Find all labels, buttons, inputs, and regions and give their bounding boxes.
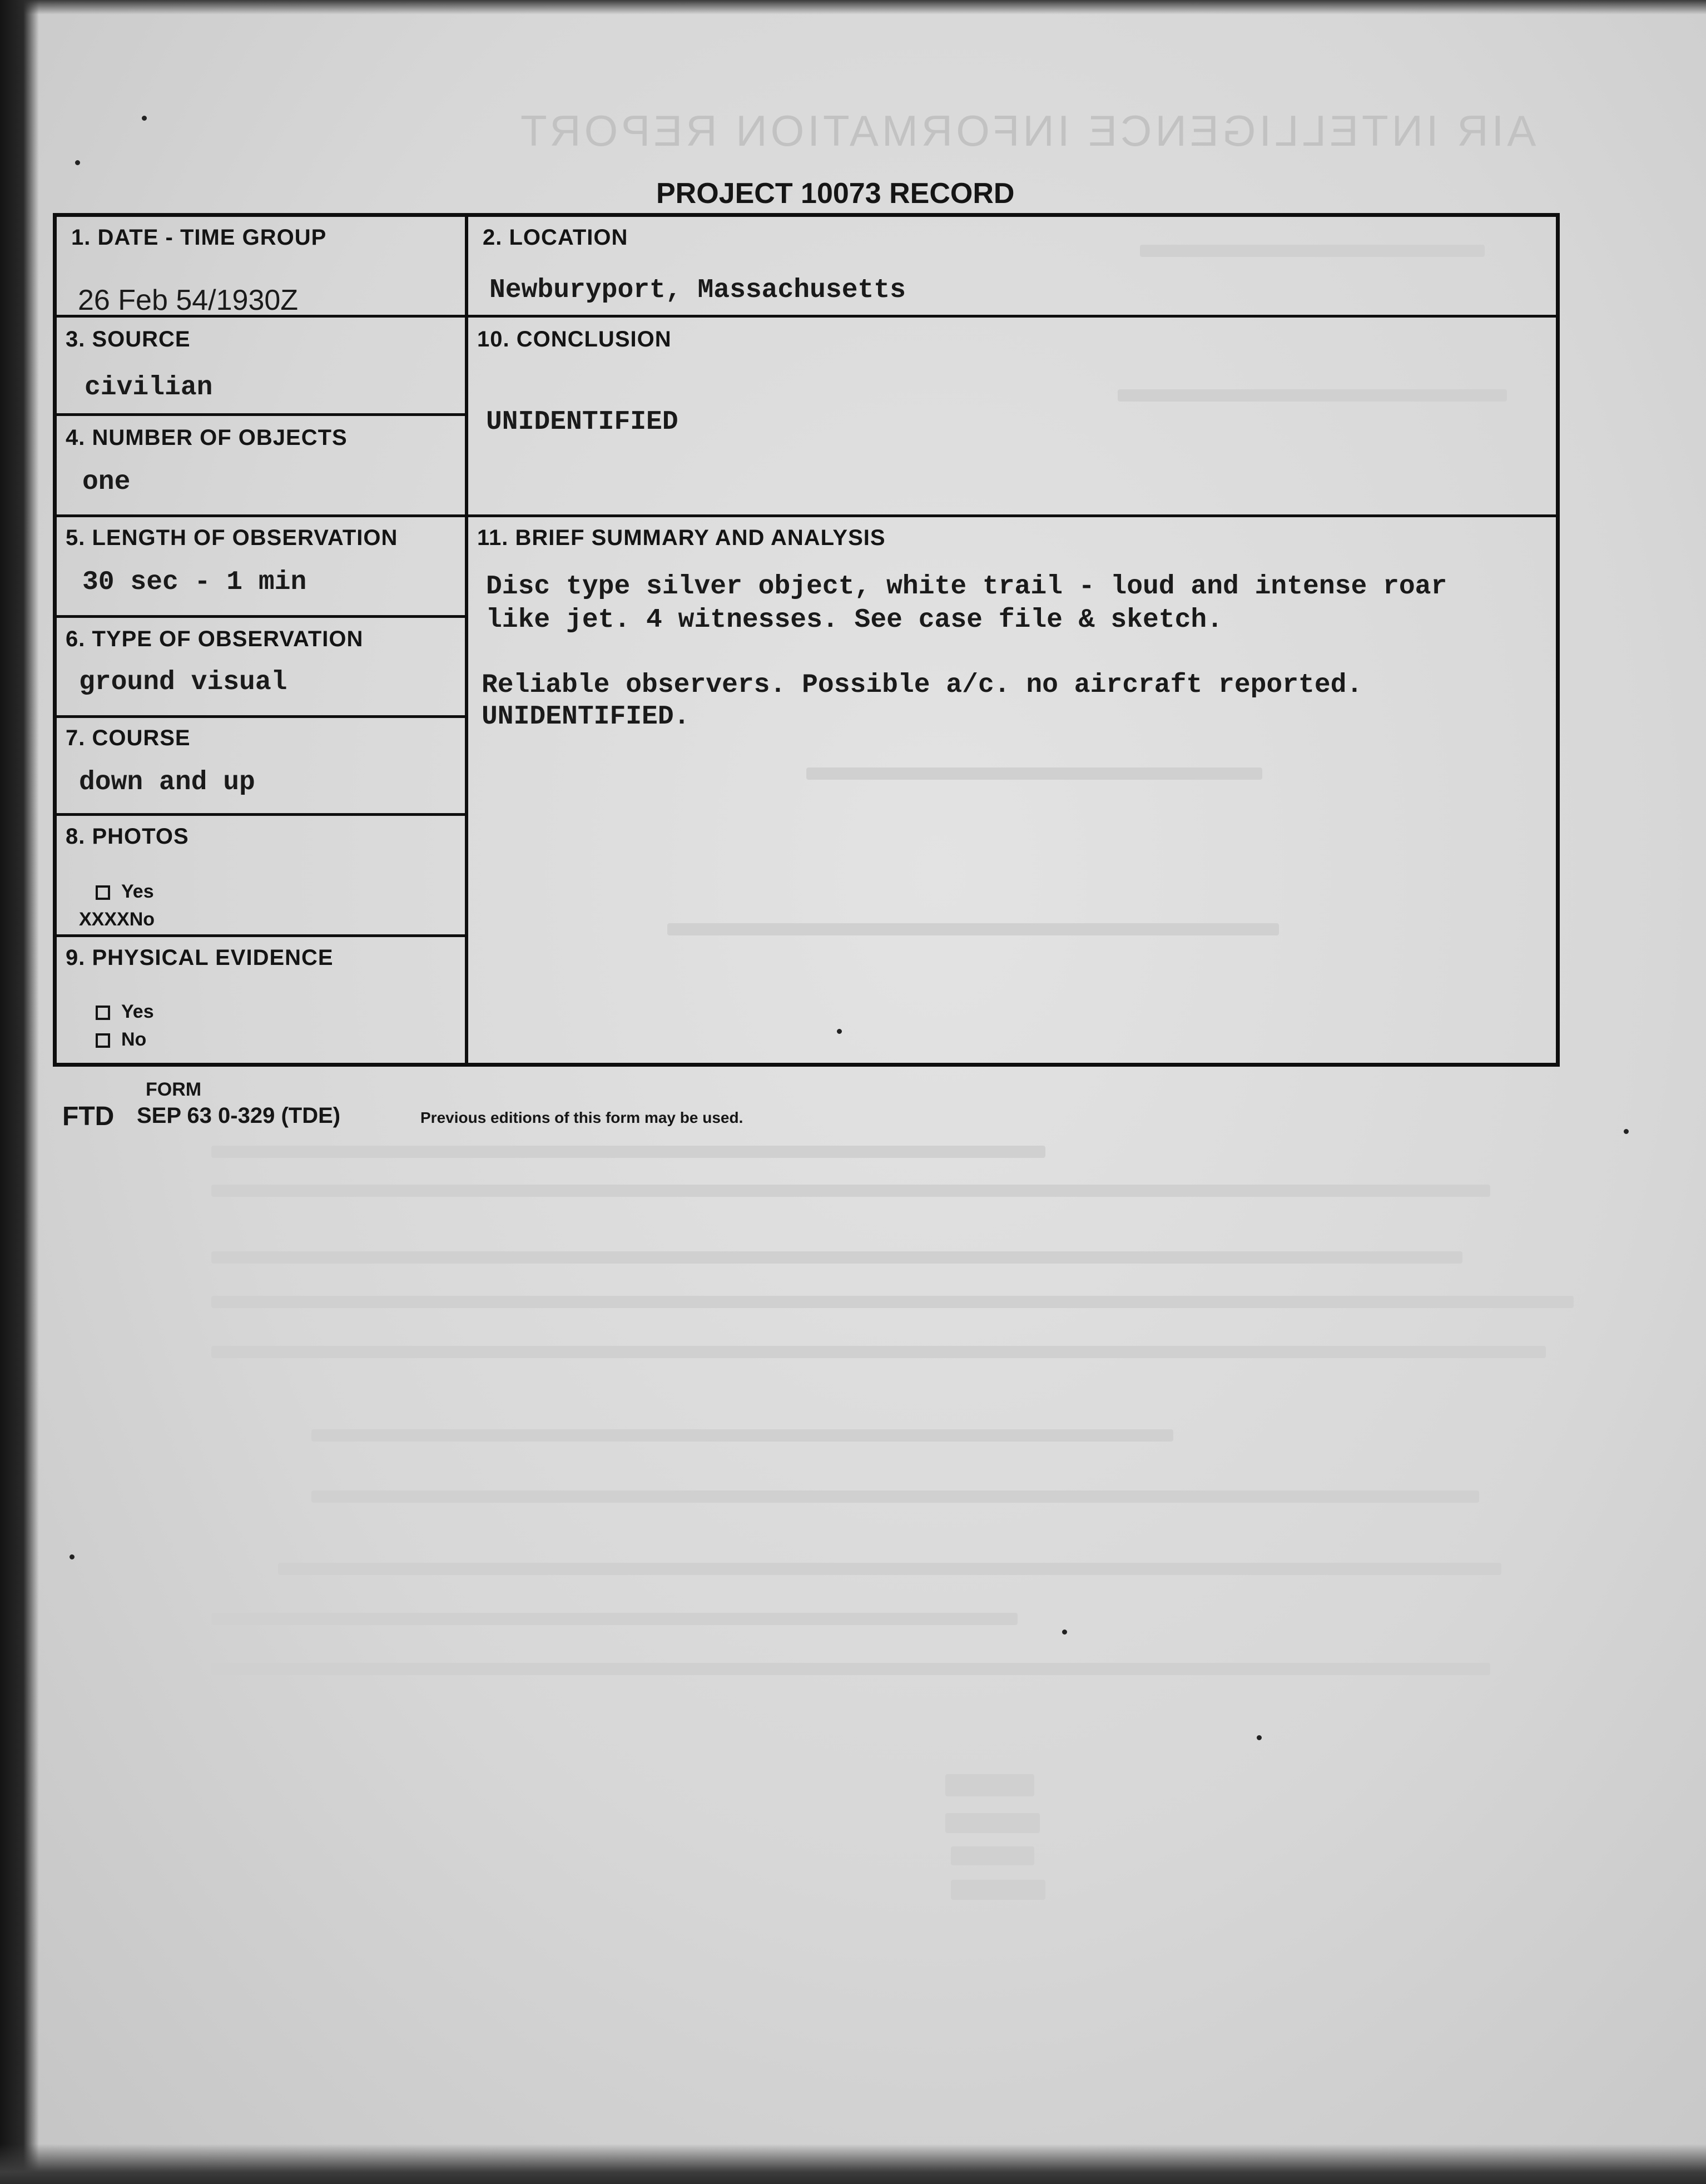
bleed-line — [211, 1663, 1490, 1675]
source-label: 3. SOURCE — [66, 327, 191, 351]
row-divider — [54, 514, 466, 517]
type-value: ground visual — [79, 667, 287, 697]
bleed-line — [211, 1346, 1546, 1358]
scan-speck — [70, 1554, 75, 1559]
footer-form-number: SEP 63 0-329 (TDE) — [137, 1103, 341, 1128]
bleed-line — [278, 1563, 1501, 1575]
num-objects-value: one — [82, 467, 131, 497]
location-label: 2. LOCATION — [483, 225, 628, 250]
bleed-line — [211, 1185, 1490, 1197]
photos-yes-label: Yes — [121, 881, 154, 902]
date-time-label: 1. DATE - TIME GROUP — [71, 225, 327, 250]
bleed-line — [311, 1429, 1173, 1442]
conclusion-label: 10. CONCLUSION — [477, 327, 672, 351]
row-divider — [54, 413, 466, 416]
row-divider — [54, 934, 466, 937]
physical-no-label: No — [121, 1029, 147, 1050]
bleed-line — [211, 1296, 1574, 1308]
conclusion-value: UNIDENTIFIED — [486, 407, 678, 437]
scan-speck — [1257, 1735, 1262, 1740]
bleed-line — [311, 1490, 1479, 1503]
scan-speck — [1624, 1129, 1629, 1134]
scan-edge-left — [0, 0, 39, 2184]
photos-no-label: XXXXNo — [79, 909, 155, 930]
checkbox-icon — [96, 1033, 110, 1048]
physical-evidence-label: 9. PHYSICAL EVIDENCE — [66, 945, 334, 970]
summary-line-4: UNIDENTIFIED. — [482, 702, 690, 732]
bleed-line — [951, 1880, 1045, 1900]
bleed-line — [945, 1813, 1040, 1833]
summary-line-3: Reliable observers. Possible a/c. no aircraft reported. — [482, 670, 1363, 700]
bleed-line — [951, 1846, 1034, 1865]
summary-line-2: like jet. 4 witnesses. See case file & sketch. — [486, 605, 1223, 635]
type-label: 6. TYPE OF OBSERVATION — [66, 627, 364, 651]
bleed-line — [211, 1146, 1045, 1158]
bleed-through-title: AIR INTELLIGENCE INFORMATION REPORT — [517, 106, 1536, 155]
physical-no-option[interactable] — [96, 1029, 146, 1051]
row-divider — [466, 514, 1559, 517]
location-value: Newburyport, Massachusetts — [489, 275, 906, 305]
footer-form-word: FORM — [146, 1079, 202, 1100]
summary-label: 11. BRIEF SUMMARY AND ANALYSIS — [477, 526, 886, 550]
form-title: PROJECT 10073 RECORD — [656, 177, 1015, 210]
row-divider — [466, 315, 1559, 318]
column-divider — [465, 215, 468, 1066]
length-value: 30 sec - 1 min — [82, 567, 307, 597]
bleed-line — [945, 1774, 1034, 1796]
physical-yes-option[interactable] — [96, 1001, 154, 1023]
scan-edge-top — [0, 0, 1706, 14]
checkbox-icon — [96, 885, 110, 900]
footer-note: Previous editions of this form may be used. — [420, 1109, 743, 1126]
photos-yes-option[interactable] — [96, 881, 154, 903]
summary-line-1: Disc type silver object, white trail - loud and intense roar — [486, 572, 1447, 602]
row-divider — [54, 715, 466, 718]
bleed-line — [211, 1251, 1462, 1264]
row-divider — [54, 813, 466, 816]
scan-speck — [142, 116, 147, 121]
scan-speck — [1062, 1630, 1067, 1635]
num-objects-label: 4. NUMBER OF OBJECTS — [66, 425, 348, 450]
length-label: 5. LENGTH OF OBSERVATION — [66, 526, 398, 550]
scan-speck — [75, 160, 80, 165]
checkbox-icon — [96, 1006, 110, 1020]
bleed-line — [211, 1613, 1018, 1625]
date-time-value: 26 Feb 54/1930Z — [78, 284, 299, 316]
course-value: down and up — [79, 767, 255, 798]
source-value: civilian — [85, 373, 213, 403]
row-divider — [54, 615, 466, 618]
course-label: 7. COURSE — [66, 726, 191, 750]
photos-label: 8. PHOTOS — [66, 824, 189, 849]
scan-edge-bottom — [0, 2144, 1706, 2184]
footer-ftd: FTD — [62, 1102, 115, 1131]
photos-no-option[interactable] — [79, 909, 155, 930]
scan-speck — [837, 1029, 842, 1034]
physical-yes-label: Yes — [121, 1001, 154, 1022]
